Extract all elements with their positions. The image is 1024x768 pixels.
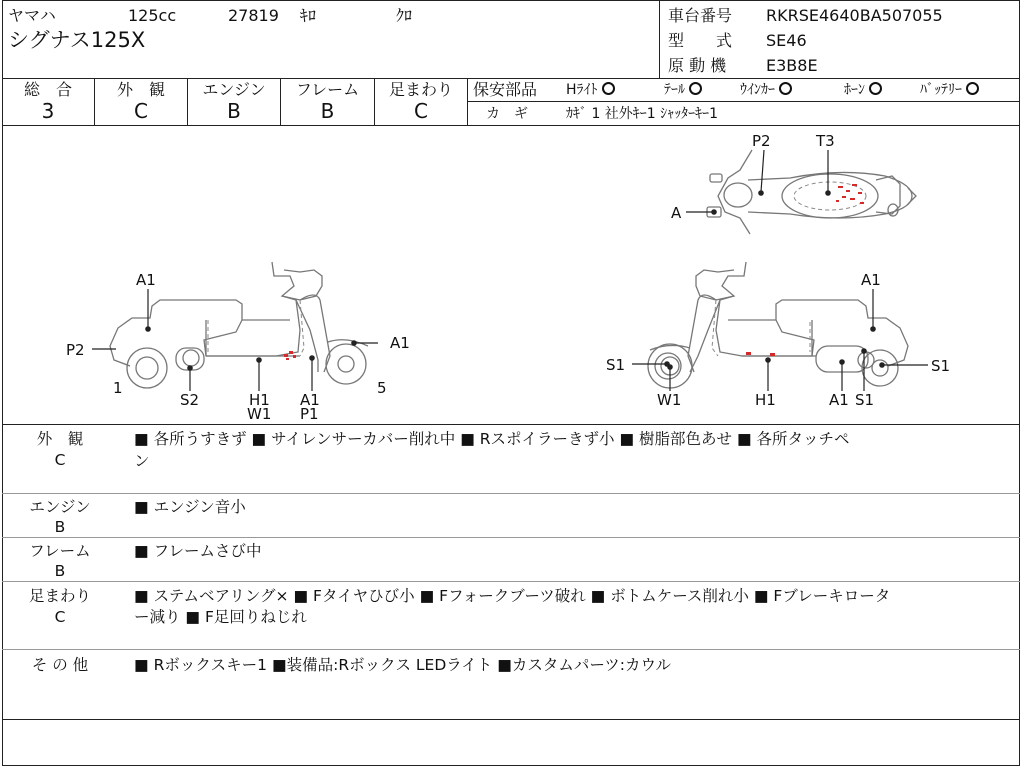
type-value: SE46 (766, 31, 807, 50)
label-left-5: 5 (377, 379, 387, 397)
remark-grade-suspension: C (54, 608, 66, 626)
label-right-s1-rear: S1 (931, 357, 951, 375)
grade-exterior: C (134, 99, 148, 123)
safety-item-headlight: Hﾗｲﾄ (566, 80, 615, 100)
label-left-h1: H1 (249, 391, 270, 409)
remark-text: ■ フレームさび中 (134, 542, 262, 560)
safety-item-battery: ﾊﾞｯﾃﾘｰ (920, 80, 979, 100)
mileage-unit: ｷﾛ (300, 6, 317, 25)
remark-grade-exterior: C (54, 451, 66, 469)
label-top-a: A (671, 204, 682, 222)
remarks-divider (2, 649, 1020, 650)
remark-text: ■ 各所うすきず ■ サイレンサーカバー削れ中 ■ Rスポイラーきず小 ■ 樹脂部色あせ ■ 各所タッチペ (134, 430, 850, 448)
remark-category-exterior: 外 観 (36, 430, 84, 448)
label-left-a1-seat: A1 (136, 271, 156, 289)
displacement: 125cc (128, 6, 177, 25)
remark-category-engine: エンジン (29, 498, 91, 516)
remark-text: ■ エンジン音小 (134, 498, 246, 516)
type-label: 型 式 (668, 31, 733, 50)
color: ｸﾛ (396, 6, 413, 25)
remark-text: ■ ステムベアリング× ■ Fタイヤひび小 ■ Fフォークブーツ破れ ■ ボトムケース削れ小 ■ Fブレーキロータ (134, 587, 891, 605)
label-left-1: 1 (113, 379, 123, 397)
grade-header-overall: 総 合 (23, 80, 72, 99)
grade-header-suspension: 足まわり (388, 80, 453, 99)
damage-marks (284, 184, 864, 360)
label-top-t3: T3 (816, 132, 835, 150)
label-left-s2: S2 (180, 391, 200, 409)
grade-suspension: C (414, 99, 428, 123)
label-right-s1-case: S1 (855, 391, 875, 409)
label-left-a1-front: A1 (390, 334, 410, 352)
grade-engine: B (227, 99, 241, 123)
key-value: ｶｷﾞ 1 社外ｷｰ1 ｼｬｯﾀｰｷｰ1 (566, 106, 719, 122)
label-left-p2: P2 (66, 341, 85, 359)
safety-item-winker: ｳｲﾝｶｰ (740, 80, 792, 100)
model-name: シグナス125X (8, 28, 146, 52)
remark-grade-engine: B (54, 518, 66, 536)
label-right-a1-seat: A1 (861, 271, 881, 289)
grade-overall: 3 (41, 99, 55, 123)
remark-text: ー減り ■ F足回りねじれ (134, 608, 307, 626)
engine-value: E3B8E (766, 56, 818, 75)
remarks-bottom-line (2, 719, 1020, 720)
key-label: カ ギ (486, 106, 528, 122)
top-view-scooter (707, 150, 916, 234)
remark-text: ■ Rボックスキー1 ■装備品:Rボックス LEDライト ■カスタムパーツ:カウル (134, 656, 671, 674)
remark-category-frame: フレーム (29, 542, 91, 560)
grade-header-exterior: 外 観 (116, 80, 165, 99)
label-top-p2: P2 (752, 132, 771, 150)
mileage: 27819 (228, 6, 279, 25)
label-left-w1: W1 (247, 405, 272, 423)
label-right-h1: H1 (755, 391, 776, 409)
label-left-p1: P1 (300, 405, 319, 423)
safety-item-tail: ﾃｰﾙ (664, 80, 702, 100)
remarks-divider (2, 493, 1020, 494)
engine-label: 原 動 機 (668, 56, 727, 75)
label-right-s1-front: S1 (606, 356, 626, 374)
label-left-a1-floor: A1 (300, 391, 320, 409)
label-right-a1-case: A1 (829, 391, 849, 409)
remark-grade-frame: B (54, 562, 66, 580)
grade-frame: B (320, 99, 335, 123)
remark-category-other: そ の 他 (31, 656, 89, 674)
remarks-divider (2, 581, 1020, 582)
maker: ヤマハ (8, 6, 56, 25)
remark-text: ン (134, 452, 150, 470)
safety-item-horn: ﾎｰﾝ (844, 80, 882, 100)
remark-category-suspension: 足まわり (28, 587, 91, 605)
frame-no-label: 車台番号 (668, 6, 733, 25)
remarks-divider (2, 537, 1020, 538)
grade-header-frame: フレーム (295, 80, 360, 99)
safety-label: 保安部品 (473, 80, 538, 99)
label-right-w1: W1 (657, 391, 682, 409)
grade-header-engine: エンジン (202, 80, 266, 99)
frame-no-value: RKRSE4640BA507055 (766, 6, 943, 25)
